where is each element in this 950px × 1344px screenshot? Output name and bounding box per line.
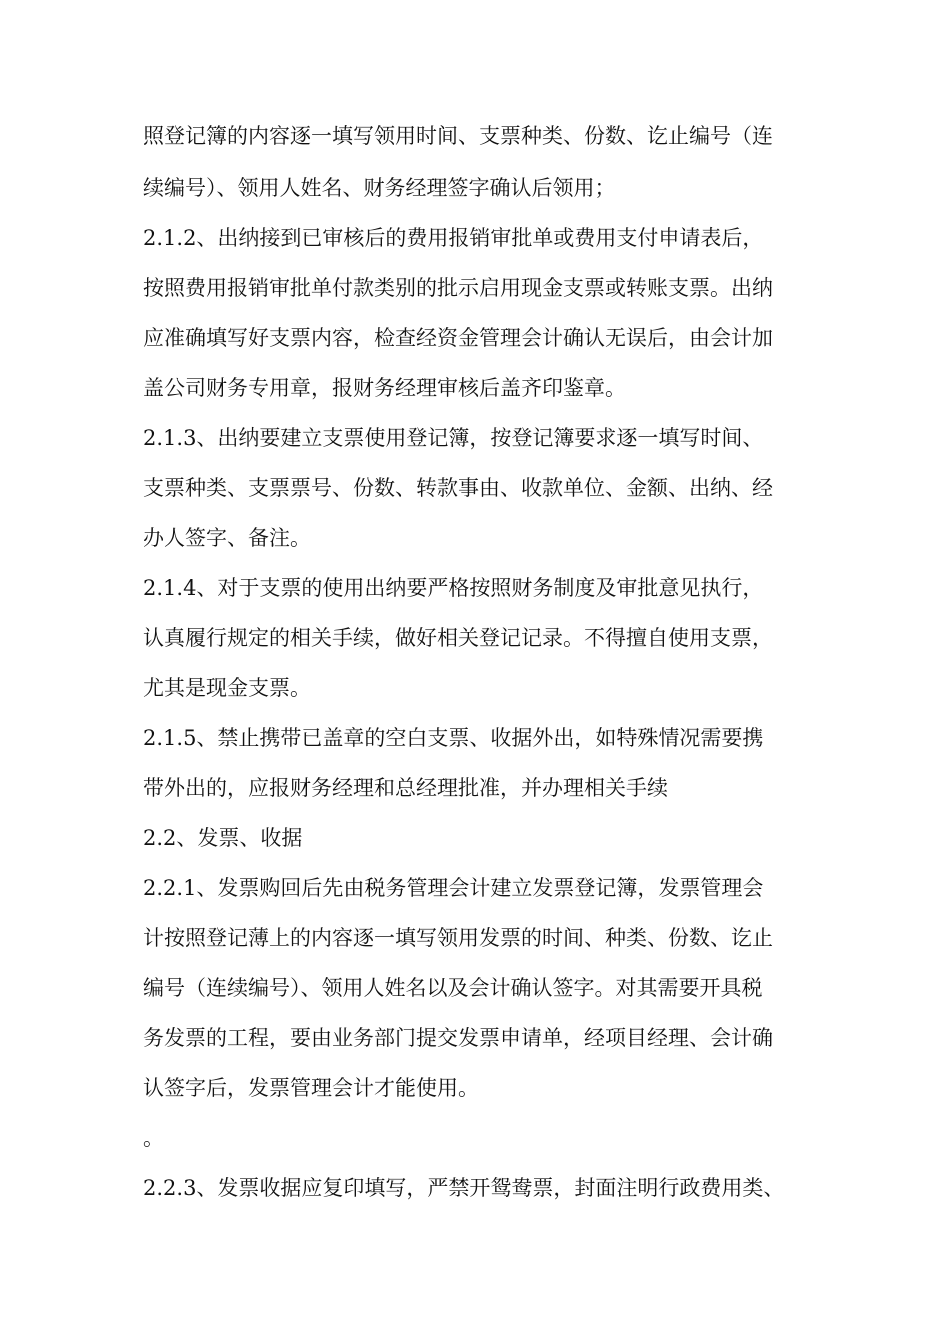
paragraph-line: 照登记簿的内容逐一填写领用时间、支票种类、份数、讫止编号（连: [143, 124, 773, 148]
paragraph-line: 。: [143, 1126, 164, 1150]
paragraph-line: 2.1.3、出纳要建立支票使用登记簿，按登记簿要求逐一填写时间、: [143, 426, 764, 450]
paragraph-line: 支票种类、支票票号、份数、转款事由、收款单位、金额、出纳、经: [143, 476, 773, 500]
paragraph-line: 认真履行规定的相关手续，做好相关登记记录。不得擅自使用支票，: [143, 626, 773, 650]
paragraph-line: 认签字后，发票管理会计才能使用。: [143, 1076, 479, 1100]
paragraph-line: 带外出的，应报财务经理和总经理批准，并办理相关手续: [143, 776, 668, 800]
paragraph-line: 按照费用报销审批单付款类别的批示启用现金支票或转账支票。出纳: [143, 276, 773, 300]
paragraph-line: 务发票的工程，要由业务部门提交发票申请单，经项目经理、会计确: [143, 1026, 773, 1050]
paragraph-line: 尤其是现金支票。: [143, 676, 311, 700]
paragraph-line: 2.1.2、出纳接到已审核后的费用报销审批单或费用支付申请表后，: [143, 226, 764, 250]
paragraph-line: 2.2.1、发票购回后先由税务管理会计建立发票登记簿，发票管理会: [143, 876, 764, 900]
paragraph-line: 盖公司财务专用章，报财务经理审核后盖齐印鉴章。: [143, 376, 626, 400]
section-heading: 2.2、发票、收据: [143, 826, 303, 850]
paragraph-line: 办人签字、备注。: [143, 526, 311, 550]
paragraph-line: 编号（连续编号）、领用人姓名以及会计确认签字。对其需要开具税: [143, 976, 763, 1000]
paragraph-line: 计按照登记薄上的内容逐一填写领用发票的时间、种类、份数、讫止: [143, 926, 773, 950]
paragraph-line: 续编号）、领用人姓名、财务经理签字确认后领用；: [143, 176, 616, 200]
paragraph-line: 2.1.4、对于支票的使用出纳要严格按照财务制度及审批意见执行，: [143, 576, 764, 600]
paragraph-line: 2.1.5、禁止携带已盖章的空白支票、收据外出，如特殊情况需要携: [143, 726, 764, 750]
paragraph-line: 2.2.3、发票收据应复印填写，严禁开鸳鸯票，封面注明行政费用类、: [143, 1176, 785, 1200]
paragraph-line: 应准确填写好支票内容，检查经资金管理会计确认无误后，由会计加: [143, 326, 773, 350]
